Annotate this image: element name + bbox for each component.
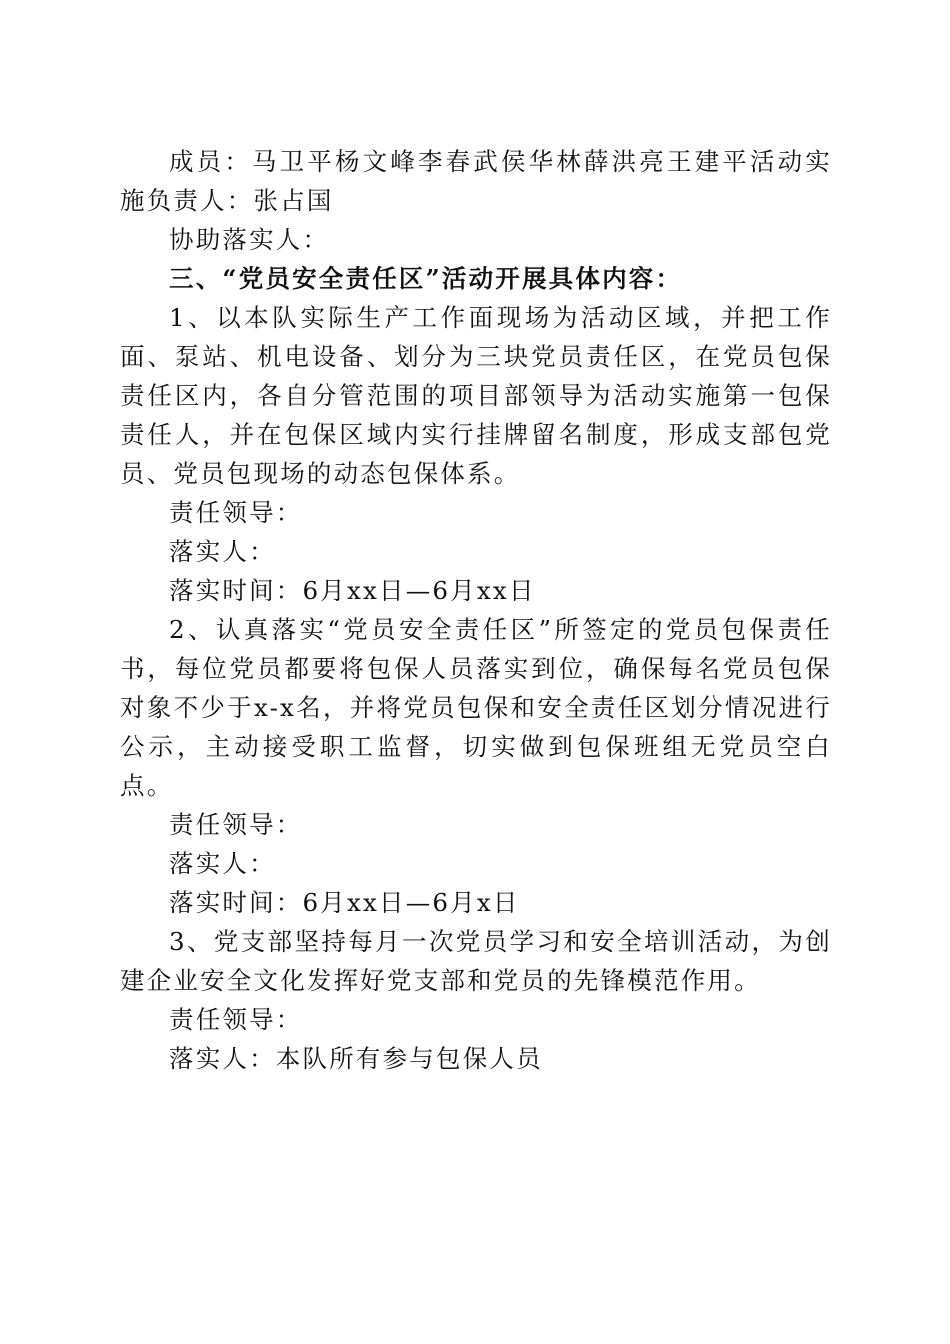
paragraph-members: 成员：马卫平杨文峰李春武侯华林薛洪亮王建平活动实施负责人：张占国 [120, 147, 832, 215]
paragraph-time-1: 落实时间：6月xx日—6月xx日 [169, 576, 536, 605]
paragraph-leader-3: 责任领导： [169, 1005, 303, 1034]
document-body [120, 142, 832, 1078]
section-heading: 三、“党员安全责任区”活动开展具体内容： [169, 264, 683, 293]
paragraph-leader-2: 责任领导： [169, 810, 303, 839]
paragraph-implementer-2: 落实人： [169, 849, 276, 878]
paragraph-implementer-3: 落实人：本队所有参与包保人员 [169, 1044, 543, 1073]
paragraph-item-1: 1、以本队实际生产工作面现场为活动区域，并把工作面、泵站、机电设备、划分为三块党员责任区，在党员包保责任区内，各自分管范围的项目部领导为活动实施第一包保责任人，并在包保区域内实行挂牌留名制度，形成支部包党员、党员包现场的动态包保体系。 [120, 303, 832, 488]
paragraph-implementer-1: 落实人： [169, 537, 276, 566]
paragraph-time-2: 落实时间：6月xx日—6月x日 [169, 888, 520, 917]
paragraph-item-2: 2、认真落实“党员安全责任区”所签定的党员包保责任书，每位党员都要将包保人员落实到位，确保每名党员包保对象不少于x-x名，并将党员包保和安全责任区划分情况进行公示，主动接受职工监督，切实做到包保班组无党员空白点。 [120, 615, 832, 800]
paragraph-item-3: 3、党支部坚持每月一次党员学习和安全培训活动，为创建企业安全文化发挥好党支部和党员的先锋模范作用。 [120, 927, 832, 995]
paragraph-leader-1: 责任领导： [169, 498, 303, 527]
paragraph-assistant: 协助落实人： [169, 225, 330, 254]
